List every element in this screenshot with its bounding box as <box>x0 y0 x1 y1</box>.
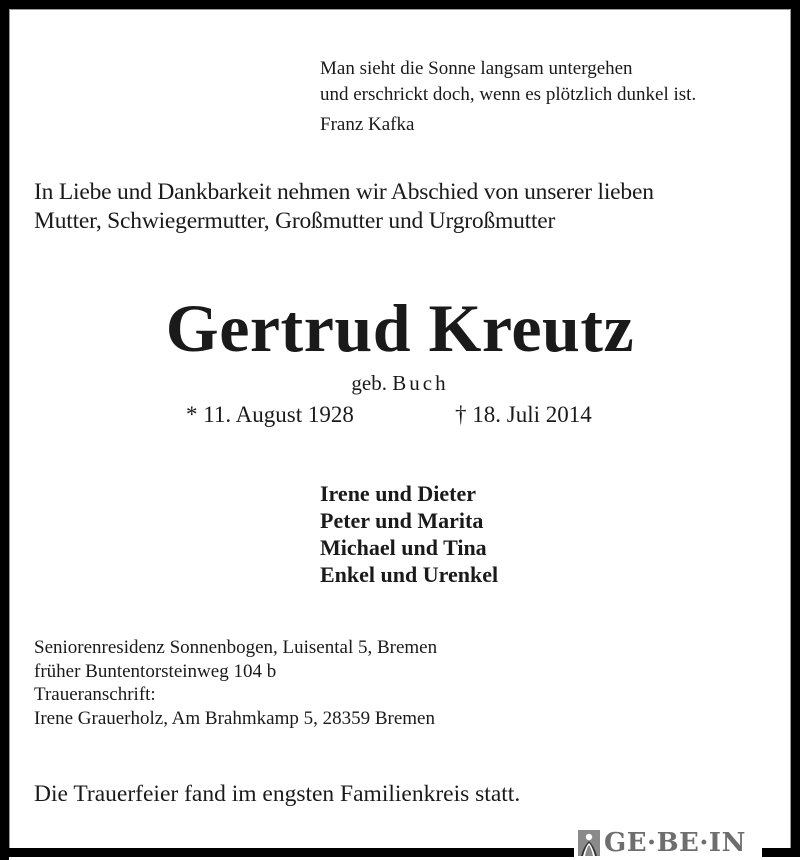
maiden-prefix: geb. <box>351 371 387 395</box>
border-top <box>0 0 800 9</box>
inner-line-left <box>9 9 10 848</box>
gebein-figure-icon <box>578 830 600 856</box>
intro-line: Mutter, Schwiegermutter, Großmutter und Urgroßmutter <box>34 208 556 234</box>
life-dates <box>186 400 592 430</box>
maiden-name <box>0 370 800 396</box>
intro-text <box>34 178 654 236</box>
inner-line-right <box>790 9 791 848</box>
ceremony-note: Die Trauerfeier fand im engsten Familienkreis statt. <box>34 781 521 807</box>
mourner-entry: Irene und Dieter <box>320 481 477 506</box>
gebein-logo <box>578 826 746 860</box>
mourner-entry: Michael und Tina <box>320 535 487 560</box>
address-line: Seniorenresidenz Sonnenbogen, Luisental 5, Bremen <box>34 637 438 658</box>
mourners-list <box>320 480 498 588</box>
address-line: früher Buntentorsteinweg 104 b <box>34 660 277 682</box>
deceased-name: Gertrud Kreutz <box>165 290 635 366</box>
mourner-entry: Peter und Marita <box>320 508 484 533</box>
quote-line: Man sieht die Sonne langsam untergehen <box>320 58 633 79</box>
address-block <box>34 636 437 730</box>
inner-line-top <box>9 9 791 10</box>
border-bottom-right <box>762 848 800 857</box>
quote-line: und erschrickt doch, wenn es plötzlich dunkel ist. <box>320 84 697 105</box>
gebein-logo-text: GE·BE·IN <box>604 828 746 858</box>
intro-line: In Liebe und Dankbarkeit nehmen wir Abschied von unserer lieben <box>34 179 654 205</box>
address-line: Traueranschrift: <box>34 684 156 705</box>
address-line: Irene Grauerholz, Am Brahmkamp 5, 28359 Bremen <box>34 707 435 729</box>
maiden-surname: Buch <box>392 371 449 395</box>
death-date: † 18. Juli 2014 <box>455 402 592 427</box>
border-right <box>791 0 800 857</box>
border-left <box>0 0 9 860</box>
border-bottom-left <box>0 848 574 857</box>
mourner-entry: Enkel und Urenkel <box>320 562 499 587</box>
quote-author: Franz Kafka <box>320 114 415 135</box>
quote-block <box>320 56 696 138</box>
birth-date: * 11. August 1928 <box>186 402 354 427</box>
